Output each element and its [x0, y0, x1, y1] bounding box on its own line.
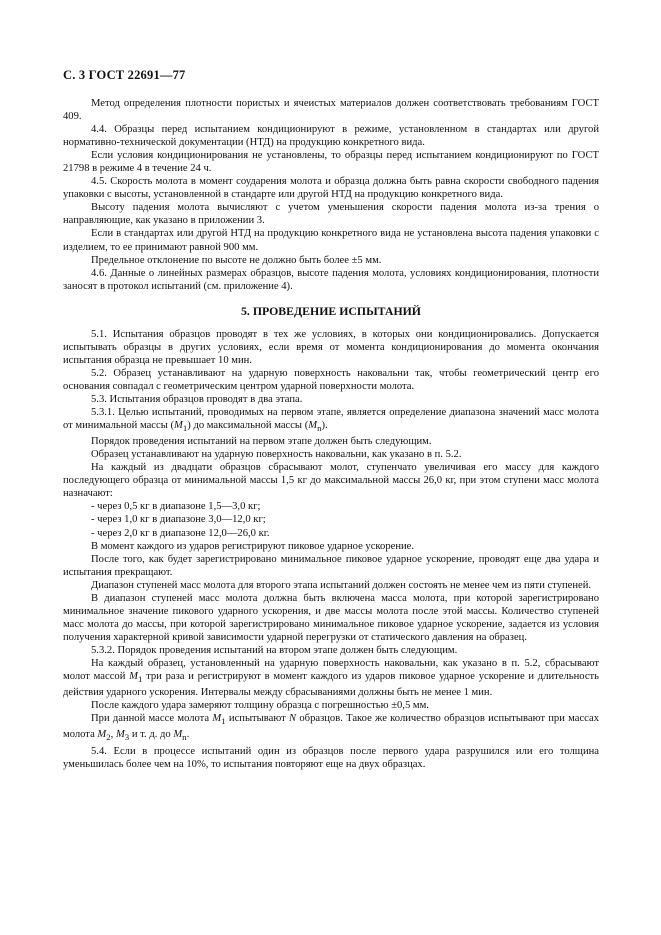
paragraph: 5.4. Если в процессе испытаний один из образцов после первого удара разрушился или его толщина уменьшилась более чем на 10%, то испытания повторяют еще на двух образцах.	[63, 745, 599, 770]
text: 5.3.1. Целью испытаний, проводимых на первом этапе, является определение диапазона значений масс молота от минимальной массы (	[63, 406, 599, 432]
mass-symbol: M	[129, 671, 138, 683]
document-body	[63, 97, 599, 771]
paragraph: 4.6. Данные о линейных размерах образцов, высоте падения молота, условиях кондиционирования, плотности заносят в протокол испытаний (см. приложение 4).	[63, 267, 599, 292]
mass-symbol: M	[115, 729, 125, 741]
subscript: n	[317, 423, 322, 434]
subscript: n	[182, 732, 187, 743]
paragraph	[63, 657, 599, 699]
text: ) до максимальной массы (	[187, 420, 309, 432]
mass-symbol: M	[97, 729, 107, 741]
list-item: - через 0,5 кг в диапазоне 1,5—3,0 кг;	[91, 501, 261, 513]
paragraph: 5.3.2. Порядок проведения испытаний на втором этапе должен быть следующим.	[91, 644, 458, 656]
paragraph: В момент каждого из ударов регистрируют пиковое ударное ускорение.	[91, 540, 415, 552]
mass-symbol: M	[174, 420, 183, 432]
mass-symbol: M	[308, 420, 318, 432]
text: и т. д. до	[129, 729, 174, 741]
subscript: 1	[137, 674, 143, 685]
text: На каждый образец, установленный на ударную поверхность наковальни, как указано в п. 5.2, сбрасывают молот массой	[63, 657, 599, 683]
paragraph: Предельное отклонение по высоте не должно быть более ±5 мм.	[91, 254, 382, 266]
section-title: 5. ПРОВЕДЕНИЕ ИСПЫТАНИЙ	[241, 303, 421, 318]
text: ,	[110, 729, 116, 741]
subscript: 2	[106, 732, 111, 743]
text: образцов. Такое же количество образцов испытывают при массах молота	[63, 713, 599, 741]
paragraph: 4.4. Образцы перед испытанием кондиционируют в режиме, установленном в стандартах или другой нормативно-технической документации (НТД) на продукцию конкретного вида.	[63, 124, 599, 149]
list-item: - через 1,0 кг в диапазоне 3,0—12,0 кг;	[91, 514, 266, 526]
mass-symbol: M	[173, 729, 183, 741]
paragraph: После каждого удара замеряют толщину образца с погрешностью ±0,5 мм.	[91, 700, 429, 712]
page-header: С. 3 ГОСТ 22691—77	[63, 68, 186, 82]
text: три раза и регистрируют в момент каждого из ударов пиковое ударное ускорение и длительность действия ударного ускорения. Интервалы между сбрасываниями должны быть не менее 1 мин.	[63, 671, 599, 699]
paragraph: В диапазон ступеней масс молота должна быть включена масса молота, при которой зарегистрировано минимальное значение пикового ударного ускорения, и две массы молота после этой массы. Количество ступеней масс молота до массы, при которой зарегистрировано минимальное пиковое ударное ускорение, задается из условия получения характерной кривой зависимости ударной перегрузки от статического давления на образец.	[63, 592, 599, 643]
paragraph	[63, 712, 599, 744]
text: испытывают	[225, 713, 290, 725]
paragraph	[63, 406, 599, 435]
paragraph: Образец устанавливают на ударную поверхность наковальни, как указано в п. 5.2.	[91, 449, 462, 461]
paragraph: На каждый из двадцати образцов сбрасывают молот, ступенчато увеличивая его массу для каждого последующего образца от минимальной массы 1,5 кг до максимальной массы 26,0 кг, при этом ступени масс молота назначают:	[63, 462, 599, 500]
paragraph: 5.1. Испытания образцов проводят в тех же условиях, в которых они кондиционировались. Допускается испытывать образцы в других условиях, если время от момента кондиционирования до момента окончания испытания образца не превышает 10 мин.	[63, 328, 599, 366]
paragraph: 5.2. Образец устанавливают на ударную поверхность наковальни так, чтобы геометрический центр его основания совпадал с геометрическим центром ударной поверхности молота.	[63, 367, 599, 392]
text: При данной массе молота	[91, 713, 213, 725]
subscript: 3	[124, 732, 130, 743]
paragraph: 4.5. Скорость молота в момент соударения молота и образца должна быть равна скорости свободного падения упаковки с высоты, установленной в стандарте или другой НТД на продукцию конкретного вида.	[63, 176, 599, 201]
paragraph: 5.3. Испытания образцов проводят в два этапа.	[91, 393, 303, 405]
paragraph: После того, как будет зарегистрировано минимальное пиковое ударное ускорение, проводят еще два удара и испытания прекращают.	[63, 553, 599, 578]
subscript: 1	[221, 716, 226, 727]
list-item: - через 2,0 кг в диапазоне 12,0—26,0 кг.	[91, 527, 270, 539]
text: ).	[321, 420, 328, 432]
count-symbol: N	[289, 713, 297, 725]
paragraph: Диапазон ступеней масс молота для второго этапа испытаний должен состоять не менее чем из пяти ступеней.	[91, 579, 592, 591]
paragraph: Порядок проведения испытаний на первом этапе должен быть следующим.	[91, 436, 432, 448]
paragraph: Высоту падения молота вычисляют с учетом уменьшения скорости падения молота из-за трения о направляющие, как указано в приложении 3.	[63, 202, 599, 227]
paragraph: Если в стандартах или другой НТД на продукцию конкретного вида не установлена высота падения упаковки с изделием, то ее принимают равной 900 мм.	[63, 228, 599, 253]
mass-symbol: M	[212, 713, 222, 725]
text: .	[186, 729, 190, 741]
subscript: 1	[182, 423, 188, 434]
paragraph: Если условия кондиционирования не установлены, то образцы перед испытанием кондиционируют по ГОСТ 21798 в режиме 4 в течение 24 ч.	[63, 150, 599, 175]
paragraph: Метод определения плотности пористых и ячеистых материалов должен соответствовать требованиям ГОСТ 409.	[63, 98, 599, 123]
